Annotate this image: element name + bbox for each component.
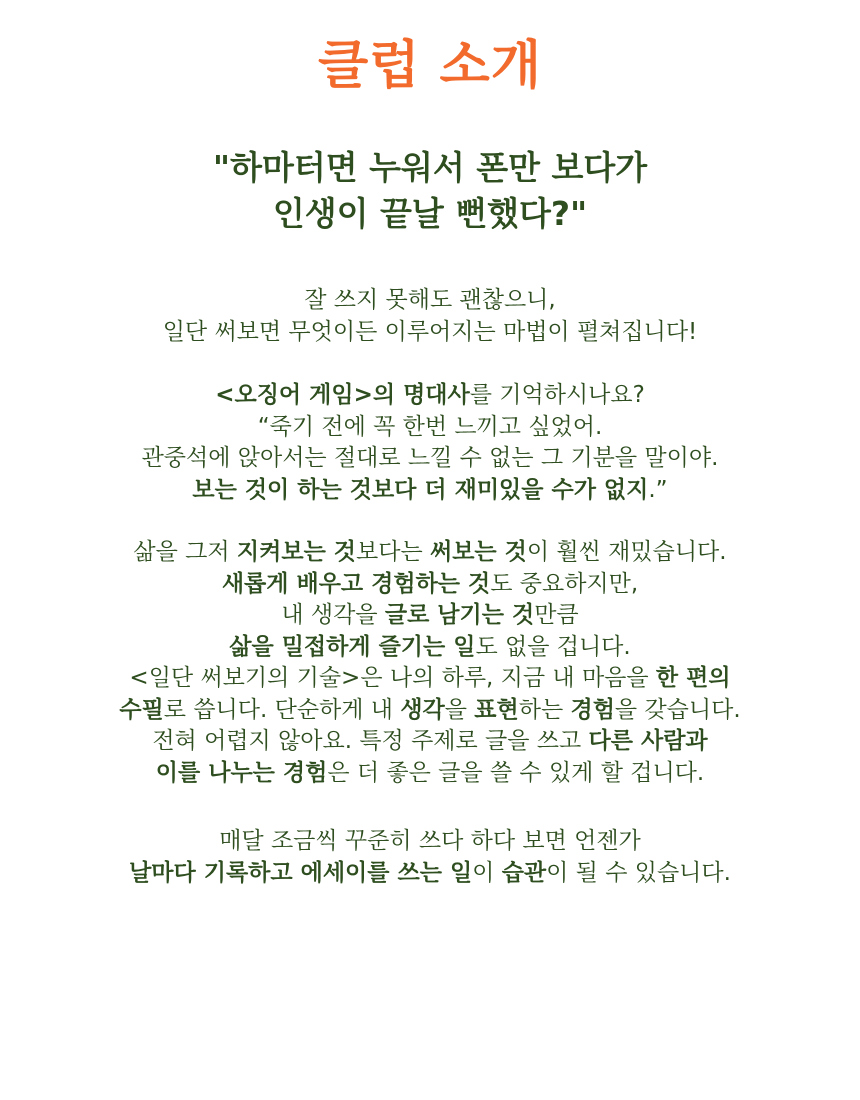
bold-run: 이를 나누는 경험 — [155, 759, 328, 786]
squid-line-1 — [0, 380, 860, 412]
squid-game-paragraph — [0, 380, 860, 506]
text-run: 도 중요하지만, — [490, 570, 639, 597]
text-run: 삶을 그저 — [133, 539, 237, 565]
bold-run: 삶을 밀접하게 즐기는 일 — [229, 633, 476, 660]
text-run: 로 씁니다. 단순하게 내 — [163, 696, 401, 723]
bold-run: 경험 — [570, 696, 615, 723]
squid-line-4 — [0, 475, 860, 507]
text-run: 내 생각을 — [281, 602, 385, 628]
writing-line-4 — [0, 632, 860, 664]
bold-run: 글로 남기는 것 — [384, 602, 535, 628]
squid-line-1-bold: <오징어 게임>의 명대사 — [215, 382, 470, 408]
writing-line-2 — [0, 569, 860, 601]
squid-line-3: 관중석에 앉아서는 절대로 느낄 수 없는 그 기분을 말이야. — [141, 445, 719, 471]
bold-run: 한 편의 — [655, 665, 731, 691]
text-run: 만큼 — [534, 602, 579, 628]
text-run: 보다는 — [356, 539, 430, 565]
headline-line-2: 인생이 끝날 뻔했다?" — [272, 194, 588, 233]
text-run: 을 — [444, 696, 475, 723]
writing-line-8 — [0, 758, 860, 790]
text-run: 도 없을 겁니다. — [475, 633, 631, 660]
bold-run: 생각 — [400, 696, 445, 723]
text-run: 이 될 수 있습니다. — [546, 859, 731, 886]
squid-line-1-rest: 를 기억하시나요? — [469, 382, 645, 408]
writing-line-3 — [0, 600, 860, 632]
text-run: 이 훨씬 재밌습니다. — [526, 539, 727, 565]
writing-paragraph — [0, 537, 860, 789]
intro-line-1: 잘 쓰지 못해도 괜찮으니, — [304, 287, 556, 313]
headline-quote — [0, 145, 860, 237]
bold-run: 지켜보는 것 — [236, 539, 357, 565]
text-run: 을 갖습니다. — [614, 696, 741, 723]
bold-run: 표현 — [474, 696, 519, 723]
text-run: 전혀 어렵지 않아요. 특정 주제로 글을 쓰고 — [152, 728, 589, 754]
bold-run: 습관 — [501, 859, 547, 886]
text-run: 이 — [472, 859, 502, 886]
intro-line-2: 일단 써보면 무엇이든 이루어지는 마법이 펼쳐집니다! — [162, 318, 698, 345]
writing-line-1 — [0, 537, 860, 569]
squid-line-4-bold: 보는 것이 하는 것보다 더 재미있을 수가 없지 — [192, 476, 649, 503]
writing-line-7 — [0, 726, 860, 758]
habit-line-1: 매달 조금씩 꾸준히 쓰다 하다 보면 언젠가 — [219, 828, 641, 854]
squid-line-4-rest: .” — [648, 476, 668, 503]
writing-line-6 — [0, 695, 860, 727]
squid-line-2: “죽기 전에 꼭 한번 느끼고 싶었어. — [257, 413, 603, 440]
habit-line-2 — [0, 858, 860, 890]
bold-run: 날마다 기록하고 에세이를 쓰는 일 — [129, 859, 473, 886]
page-title: 클럽 소개 — [317, 36, 543, 96]
bold-run: 다른 사람과 — [588, 728, 708, 754]
bold-run: 수필 — [119, 696, 164, 723]
headline-line-1: "하마터면 누워서 폰만 보다가 — [212, 148, 648, 187]
bold-run: 새롭게 배우고 경험하는 것 — [221, 570, 491, 597]
text-run: 하는 — [518, 696, 571, 723]
habit-paragraph — [0, 826, 860, 889]
text-run: <일단 써보기의 기술>은 나의 하루, 지금 내 마음을 — [129, 665, 656, 691]
intro-paragraph — [0, 285, 860, 348]
text-run: 은 더 좋은 글을 쓸 수 있게 할 겁니다. — [327, 759, 705, 786]
bold-run: 써보는 것 — [430, 539, 527, 565]
writing-line-5 — [0, 663, 860, 695]
